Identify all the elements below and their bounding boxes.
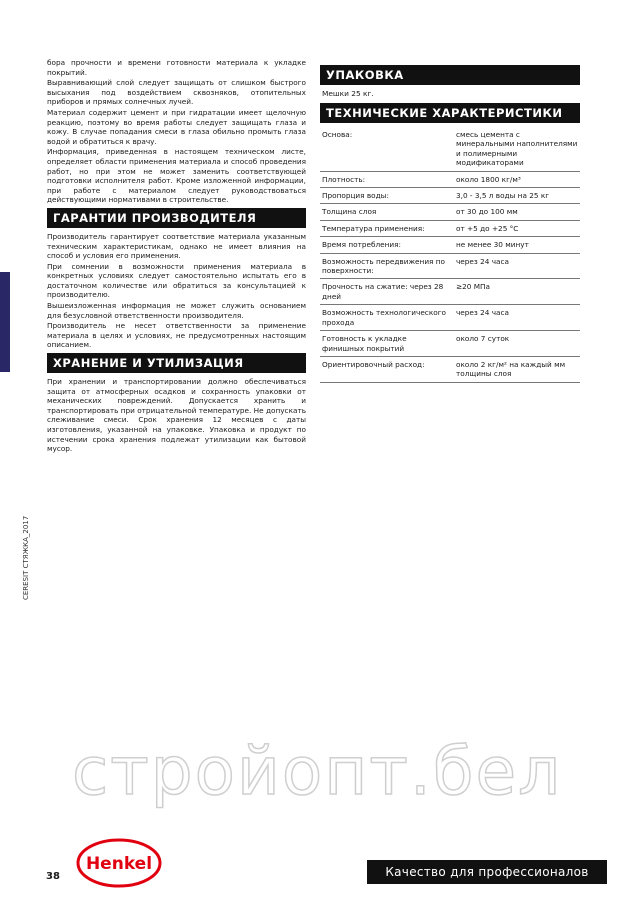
- table-row: [320, 356, 580, 382]
- logo-text: Henkel: [85, 854, 153, 874]
- spec-label: Толщина слоя: [320, 204, 452, 220]
- table-row: [320, 305, 580, 331]
- guarantee-heading: ГАРАНТИИ ПРОИЗВОДИТЕЛЯ: [47, 208, 306, 228]
- spec-label: Плотность:: [320, 171, 452, 187]
- spec-label: Прочность на сжатие: через 28 дней: [320, 279, 452, 305]
- specs-heading: ТЕХНИЧЕСКИЕ ХАРАКТЕРИСТИКИ: [320, 103, 580, 123]
- spec-label: Ориентировочный расход:: [320, 356, 452, 382]
- table-row: [320, 279, 580, 305]
- intro-paragraph: Материал содержит цемент и при гидратации имеет щелочную реакцию, поэтому во время работы следует защищать глаза и кожу. В случае попадания смеси в глаза обильно промыть глаза водой и обратиться к врачу.: [47, 107, 306, 146]
- packaging-heading: УПАКОВКА: [320, 65, 580, 85]
- spec-label: Пропорция воды:: [320, 188, 452, 204]
- spec-label: Температура применения:: [320, 220, 452, 236]
- footer-slogan: Качество для профессионалов: [367, 860, 607, 884]
- spec-value: от +5 до +25 °С: [452, 220, 580, 236]
- guarantee-paragraph: Вышеизложенная информация не может служить основанием для безусловной ответственности производителя.: [47, 301, 306, 320]
- spec-label: Основа:: [320, 127, 452, 171]
- table-row: [320, 237, 580, 253]
- spec-value: через 24 часа: [452, 253, 580, 279]
- table-row: [320, 188, 580, 204]
- table-row: [320, 331, 580, 357]
- spec-label: Возможность передвижения по поверхности:: [320, 253, 452, 279]
- left-column: [47, 58, 306, 455]
- watermark: стройопт.бел: [72, 733, 563, 810]
- spec-value: около 7 суток: [452, 331, 580, 357]
- spec-value: через 24 часа: [452, 305, 580, 331]
- storage-heading: ХРАНЕНИЕ И УТИЛИЗАЦИЯ: [47, 353, 306, 373]
- spec-value: смесь цемента с минеральными наполнителями и полимерными модификаторами: [452, 127, 580, 171]
- spec-value: около 2 кг/м² на каждый мм толщины слоя: [452, 356, 580, 382]
- guarantee-paragraph: При сомнении в возможности применения материала в конкретных условиях следует самостоятельно испытать его в достаточном количестве или обратиться за консультацией к производителю.: [47, 261, 306, 300]
- spec-value: ≥20 МПа: [452, 279, 580, 305]
- spec-label: Возможность технологического прохода: [320, 305, 452, 331]
- packaging-text: Мешки 25 кг.: [322, 89, 374, 98]
- spec-value: 3,0 - 3,5 л воды на 25 кг: [452, 188, 580, 204]
- side-label-text: CERESIT СТЯЖКА_2017: [22, 515, 30, 600]
- storage-paragraph: При хранении и транспортировании должно обеспечиваться защита от атмосферных осадков и сохранность упаковки от механических повреждений. Допускается хранить и транспортировать при отрицательной температуре. Не допускать слеживание смеси. Срок хранения 12 месяцев с даты изготовления, указанной на упаковке. Упаковка и продукт по истечении срока хранения подлежат утилизации как бытовой мусор.: [47, 377, 307, 454]
- spec-value: не менее 30 минут: [452, 237, 580, 253]
- intro-paragraph: Выравнивающий слой следует защищать от слишком быстрого высыхания под воздействием сквозняков, отопительных приборов и прямых солнечных лучей.: [47, 78, 306, 107]
- spec-label: Время потребления:: [320, 237, 452, 253]
- guarantee-paragraph: Производитель гарантирует соответствие материала указанным техническим характеристикам, однако не имеет влияния на способ и условия его применения.: [47, 231, 306, 261]
- intro-paragraph: бора прочности и времени готовности материала к укладке покрытий.: [47, 58, 306, 77]
- henkel-logo: [76, 838, 162, 888]
- side-label: [22, 515, 34, 600]
- intro-paragraph: Информация, приведенная в настоящем техническом листе, определяет области применения материала и способ проведения работ, но при этом не может заменить соответствующей подготовки исполнителя работ. Кроме изложенной информации, при работе с материалом следует руководствоваться действующими нормативами в строительстве.: [47, 147, 306, 205]
- table-row: [320, 204, 580, 220]
- page-number: 38: [46, 871, 60, 882]
- spec-value: от 30 до 100 мм: [452, 204, 580, 220]
- right-column: [320, 62, 580, 383]
- spec-value: около 1800 кг/м³: [452, 171, 580, 187]
- guarantee-paragraph: Производитель не несет ответственности за применение материала в целях и условиях, не предусмотренных настоящим описанием.: [47, 321, 306, 350]
- specs-table: [320, 127, 580, 383]
- table-row: [320, 127, 580, 171]
- table-row: [320, 171, 580, 187]
- spec-label: Готовность к укладке финишных покрытий: [320, 331, 452, 357]
- section-color-tab: [0, 272, 10, 372]
- table-row: [320, 220, 580, 236]
- table-row: [320, 253, 580, 279]
